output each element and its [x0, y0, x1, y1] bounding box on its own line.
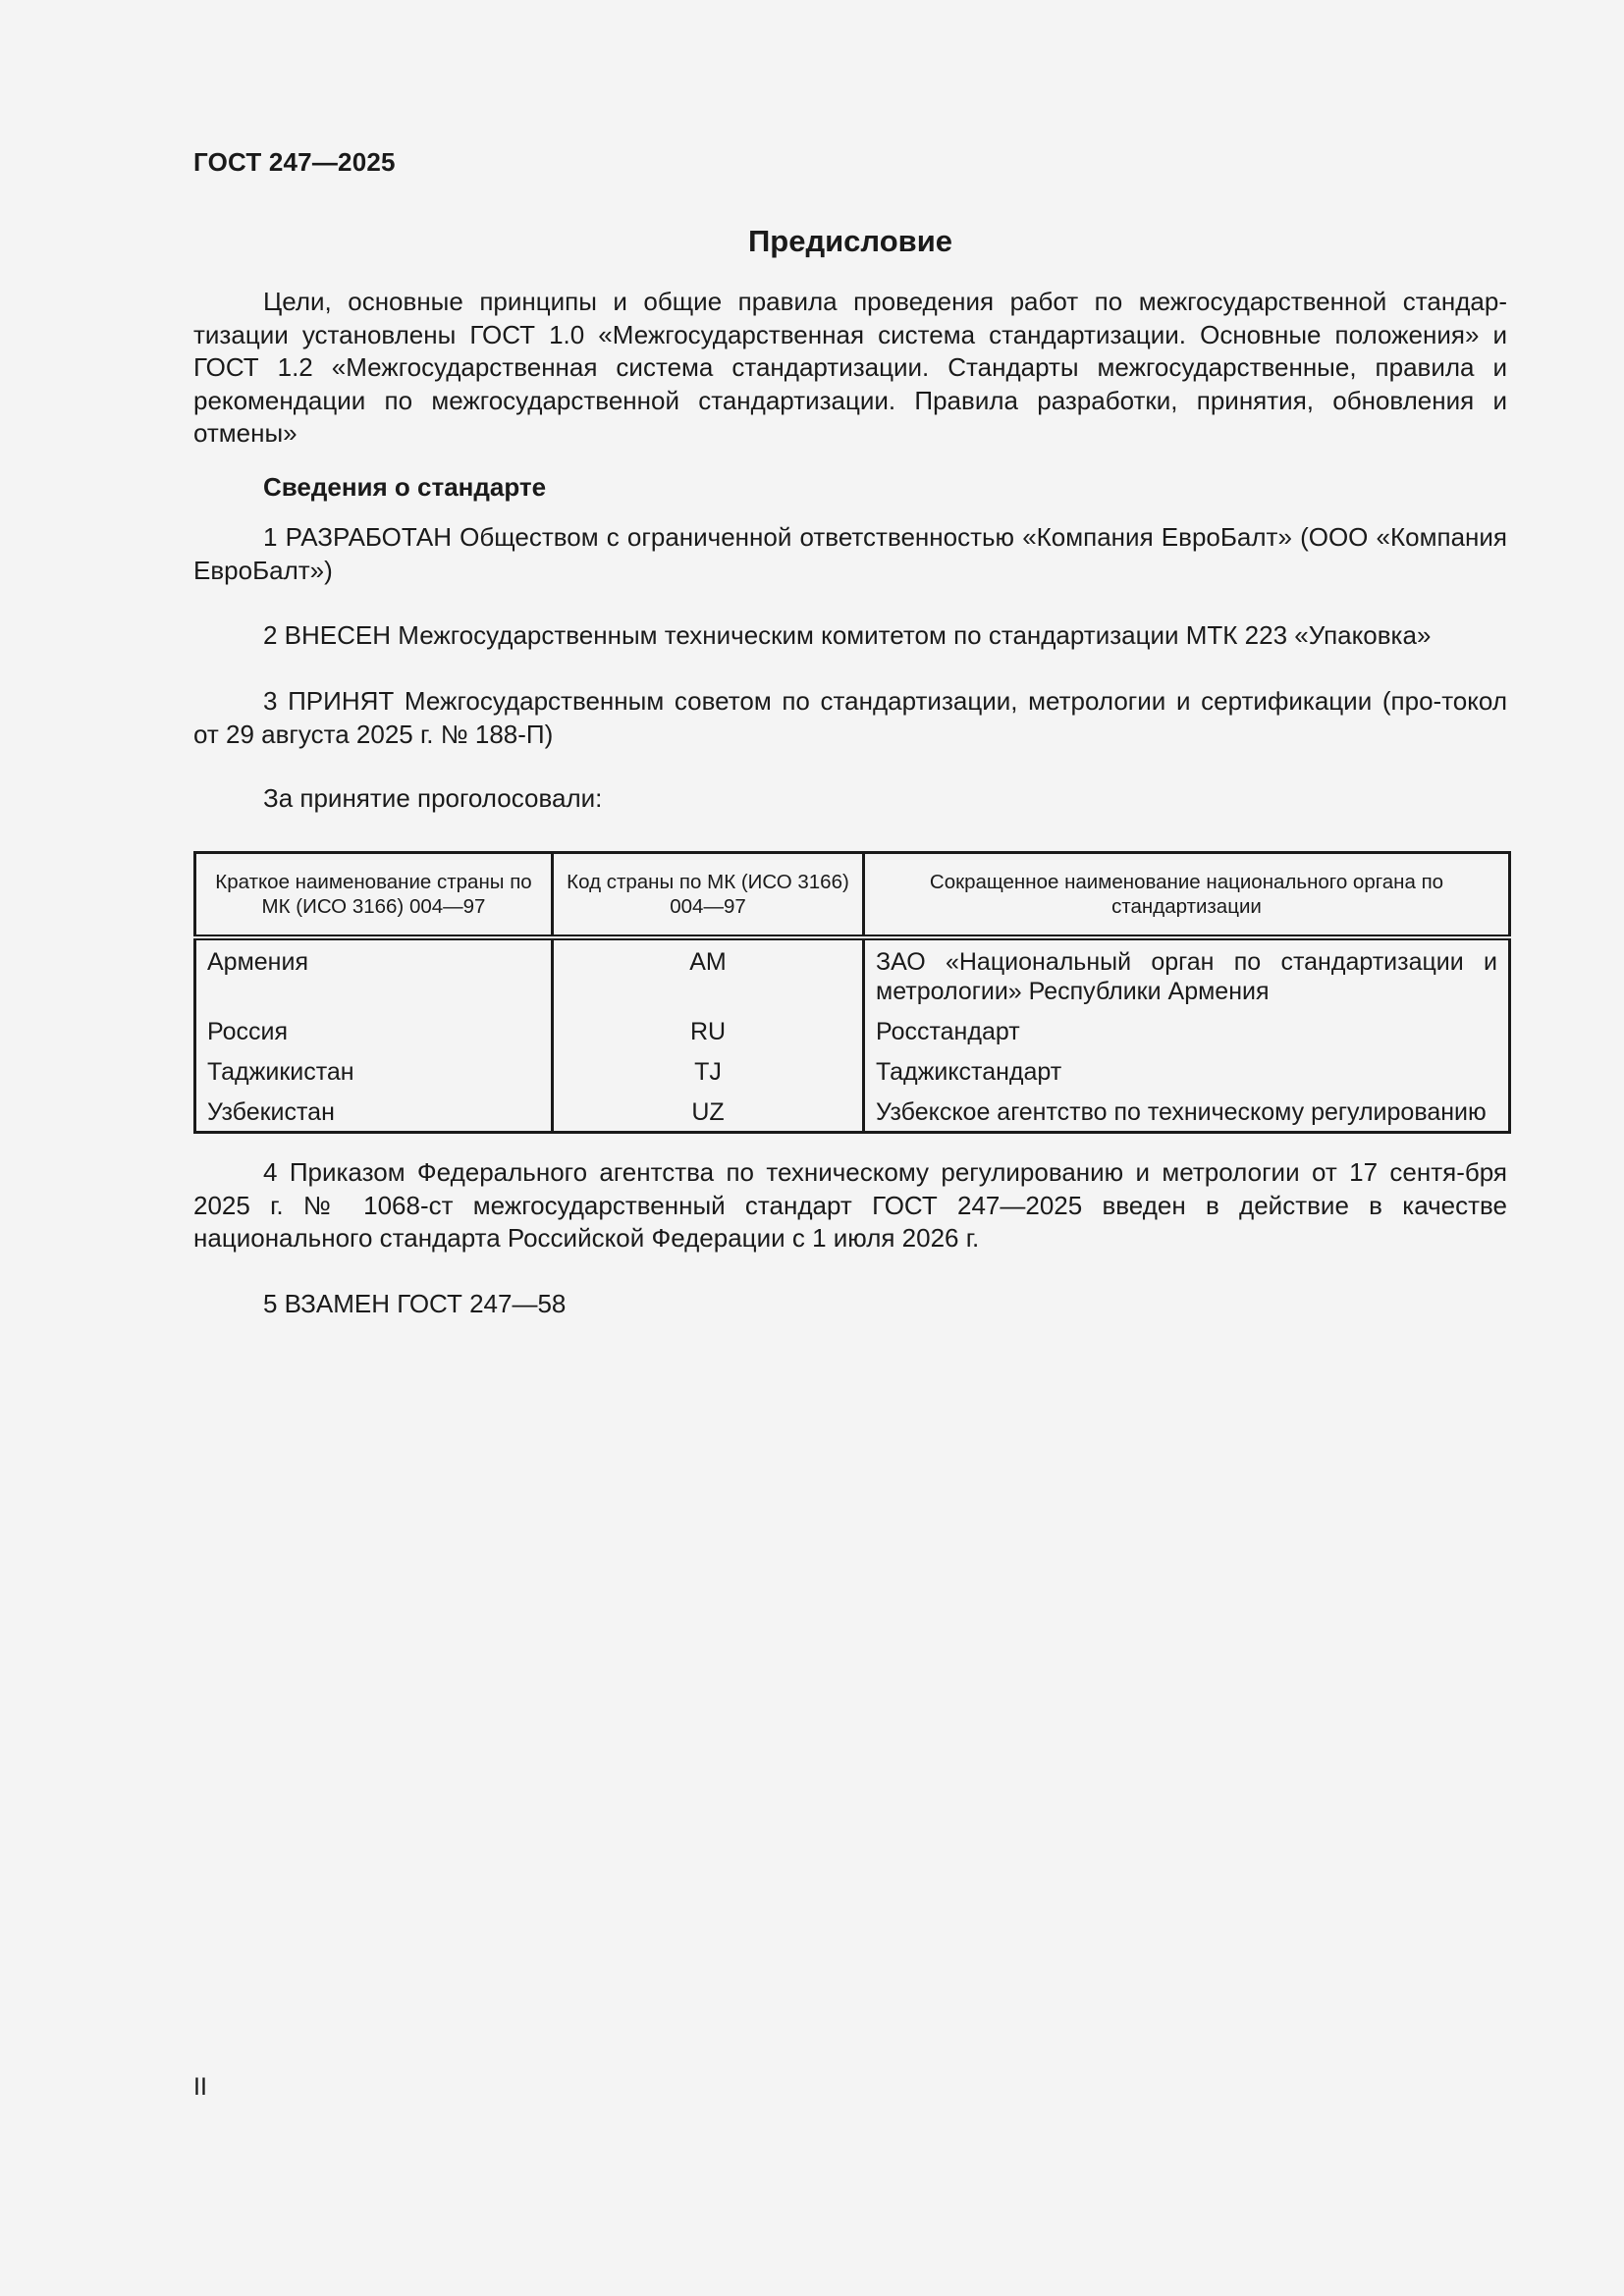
org-cell: Росстандарт	[864, 1010, 1510, 1050]
country-cell: Россия	[195, 1010, 553, 1050]
page-number: II	[193, 2073, 207, 2101]
header-org: Сокращенное наименование национального органа по стандартизации	[864, 853, 1510, 938]
voted-label: За принятие проголосовали:	[263, 783, 603, 813]
table-row	[195, 937, 1510, 1010]
table-header-row	[195, 853, 1510, 938]
section-title: Сведения о стандарте	[263, 472, 547, 502]
table-row	[195, 1050, 1510, 1091]
document-code: ГОСТ 247—2025	[193, 147, 396, 177]
item-replaced: 5 ВЗАМЕН ГОСТ 247—58	[263, 1289, 567, 1318]
table-row	[195, 1010, 1510, 1050]
country-cell: Таджикистан	[195, 1050, 553, 1091]
item-developed: 1 РАЗРАБОТАН Обществом с ограниченной ответственностью «Компания ЕвроБалт» (ООО «Компания ЕвроБалт»)	[193, 522, 1507, 585]
table-row	[195, 1091, 1510, 1133]
item-order: 4 Приказом Федерального агентства по техническому регулированию и метрологии от 17 сентя-бря 2025 г. № 1068-ст межгосударственный стандарт ГОСТ 247—2025 введен в действие в качестве национального стандарта Российской Федерации с 1 июля 2026 г.	[193, 1157, 1507, 1253]
page-title: Предисловие	[747, 224, 952, 258]
code-cell: AM	[553, 937, 864, 1010]
header-code: Код страны по МК (ИСО 3166) 004—97	[553, 853, 864, 938]
code-cell: UZ	[553, 1091, 864, 1133]
country-cell: Армения	[195, 937, 553, 1010]
header-country: Краткое наименование страны по МК (ИСО 3166) 004—97	[195, 853, 553, 938]
item-introduced: 2 ВНЕСЕН Межгосударственным техническим комитетом по стандартизации МТК 223 «Упаковка»	[263, 620, 1432, 650]
org-cell: Таджикстандарт	[864, 1050, 1510, 1091]
country-cell: Узбекистан	[195, 1091, 553, 1133]
code-cell: RU	[553, 1010, 864, 1050]
org-cell: Узбекское агентство по техническому регулированию	[864, 1091, 1510, 1133]
intro-paragraph: Цели, основные принципы и общие правила проведения работ по межгосударственной стандар-тизации установлены ГОСТ 1.0 «Межгосударственная система стандартизации. Основные положения» и ГОСТ 1.2 «Межгосударственная система стандартизации. Стандарты межгосударственные, правила и рекомендации по межгосударственной стандартизации. Правила разработки, принятия, обновления и отмены»	[193, 287, 1507, 448]
voting-table	[193, 851, 1511, 1134]
code-cell: TJ	[553, 1050, 864, 1091]
org-cell: ЗАО «Национальный орган по стандартизации и метрологии» Республики Армения	[864, 937, 1510, 1010]
item-adopted: 3 ПРИНЯТ Межгосударственным советом по стандартизации, метрологии и сертификации (про-токол от 29 августа 2025 г. № 188-П)	[193, 686, 1507, 749]
